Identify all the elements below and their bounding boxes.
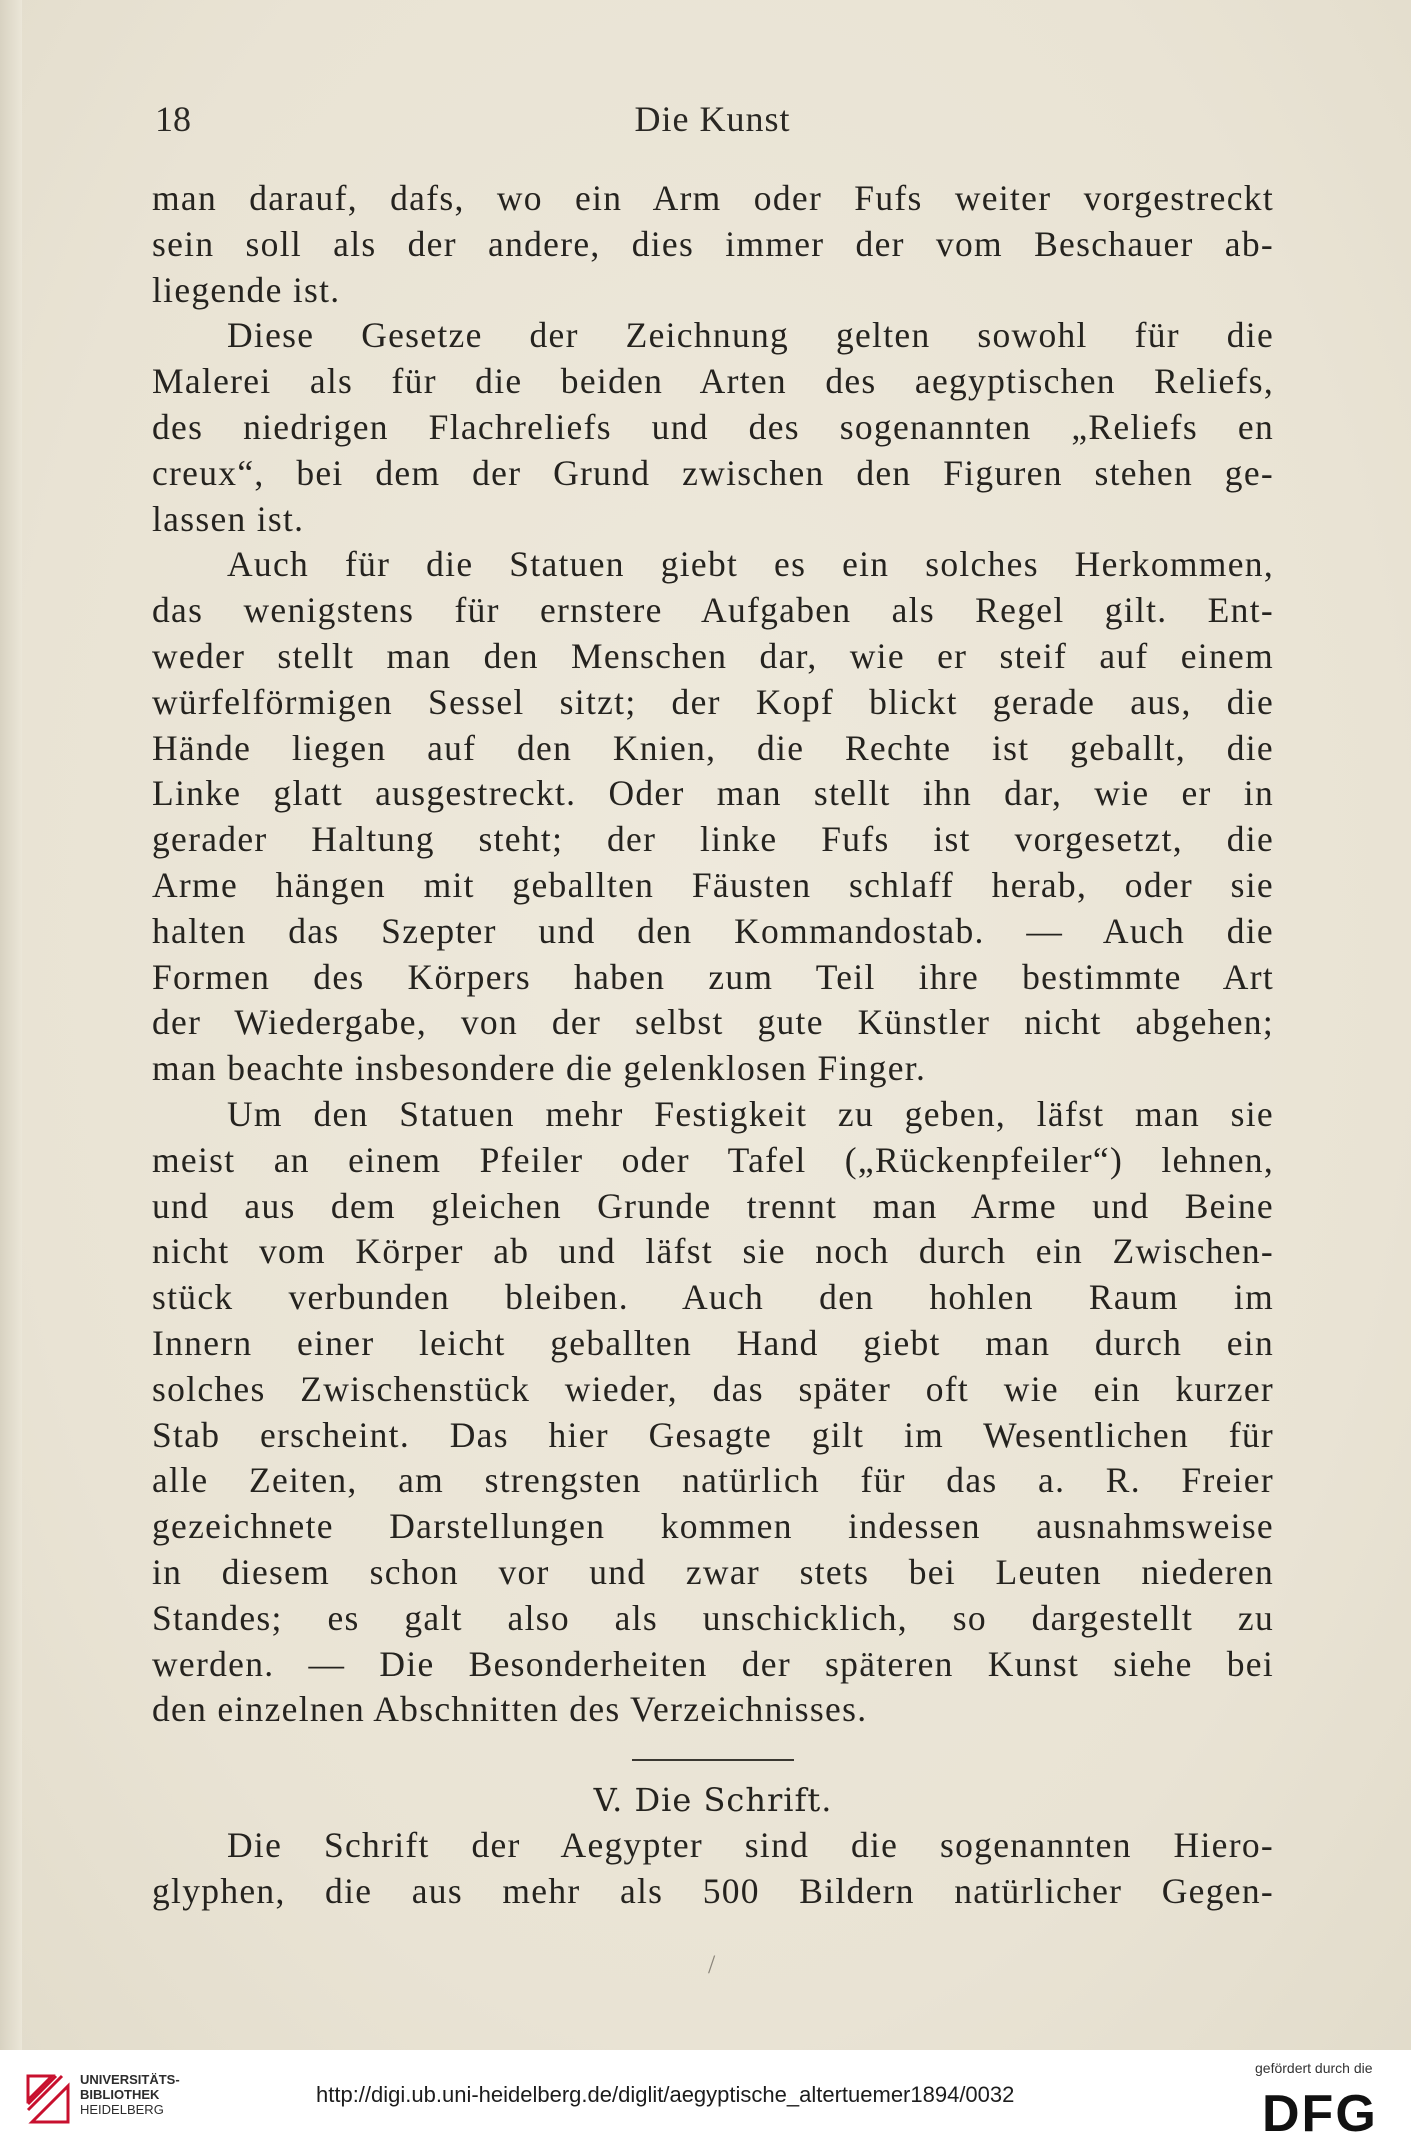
text-line: Arme hängen mit geballten Fäusten schlaff herab, oder sie xyxy=(152,864,1274,905)
text-line: würfelförmigen Sessel sitzt; der Kopf blickt gerade aus, die xyxy=(152,681,1274,722)
text-line: lassen ist. xyxy=(152,498,305,539)
text-line: halten das Szepter und den Kommandostab. — Auch die xyxy=(152,910,1274,951)
text-line: gerader Haltung steht; der linke Fufs ist vorgesetzt, die xyxy=(152,819,1274,860)
paragraph xyxy=(152,1092,1274,1733)
text-line: Auch für die Statuen giebt es ein solches Herkommen, xyxy=(227,544,1274,585)
paragraphs xyxy=(152,176,1274,1733)
running-head xyxy=(150,98,1275,158)
section-heading: V. Die Schrift. xyxy=(593,1781,833,1820)
text-line: Stab erscheint. Das hier Gesagte gilt im Wesentlichen für xyxy=(152,1414,1274,1455)
text-line: sein soll als der andere, dies immer der vom Beschauer ab- xyxy=(152,223,1274,264)
section-divider xyxy=(632,1759,794,1761)
text-line: meist an einem Pfeiler oder Tafel („Rückenpfeiler“) lehnen, xyxy=(152,1139,1274,1180)
text-line: Hände liegen auf den Knien, die Rechte ist geballt, die xyxy=(152,727,1274,768)
text-line: nicht vom Körper ab und läfst sie noch durch ein Zwischen- xyxy=(152,1231,1274,1272)
text-line: alle Zeiten, am strengsten natürlich für das a. R. Freier xyxy=(152,1460,1274,1501)
text-line: Standes; es galt also als unschicklich, so dargestellt zu xyxy=(152,1597,1274,1638)
library-logo[interactable] xyxy=(14,2062,194,2140)
text-line: Linke glatt ausgestreckt. Oder man stellt ihn dar, wie er in xyxy=(152,773,1274,814)
text-line: Malerei als für die beiden Arten des aegyptischen Reliefs, xyxy=(152,361,1274,402)
text-line: Die Schrift der Aegypter sind die sogenannten Hiero- xyxy=(227,1825,1274,1866)
body-text xyxy=(152,176,1274,1915)
text-line: werden. — Die Besonderheiten der späteren Kunst siehe bei xyxy=(152,1643,1274,1684)
page-number: 18 xyxy=(155,99,191,139)
text-line: creux“, bei dem der Grund zwischen den Figuren stehen ge- xyxy=(152,452,1274,493)
dfg-logo[interactable]: DFG xyxy=(1262,2085,1378,2143)
running-title: Die Kunst xyxy=(634,99,791,139)
text-line: in diesem schon vor und zwar stets bei Leuten niederen xyxy=(152,1551,1274,1592)
text-line: man beachte insbesondere die gelenklosen Finger. xyxy=(152,1048,927,1089)
paragraph xyxy=(152,542,1274,1092)
text-line: solches Zwischenstück wieder, das später oft wie ein kurzer xyxy=(152,1368,1274,1409)
text-line: glyphen, die aus mehr als 500 Bildern natürlicher Gegen- xyxy=(152,1870,1274,1911)
stray-mark: / xyxy=(708,1950,716,1979)
text-line: des niedrigen Flachreliefs und des sogenannten „Reliefs en xyxy=(152,406,1274,447)
paragraph xyxy=(152,176,1274,313)
library-emblem-icon xyxy=(22,2068,84,2130)
text-line: Um den Statuen mehr Festigkeit zu geben, läfst man sie xyxy=(227,1093,1274,1134)
section-text xyxy=(152,1823,1274,1915)
library-name-line1: UNIVERSITÄTS- xyxy=(80,2072,180,2087)
text-line: gezeichnete Darstellungen kommen indessen ausnahmsweise xyxy=(152,1506,1274,1547)
page-gutter-shadow xyxy=(0,0,22,2050)
text-line: das wenigstens für ernstere Aufgaben als Regel gilt. Ent- xyxy=(152,590,1274,631)
text-line: Diese Gesetze der Zeichnung gelten sowohl für die xyxy=(227,315,1274,356)
footer-bar xyxy=(0,2050,1411,2149)
text-line: und aus dem gleichen Grunde trennt man Arme und Beine xyxy=(152,1185,1274,1226)
text-line: Innern einer leicht geballten Hand giebt man durch ein xyxy=(152,1322,1274,1363)
text-line: weder stellt man den Menschen dar, wie er steif auf einem xyxy=(152,635,1274,676)
text-line: den einzelnen Abschnitten des Verzeichnisses. xyxy=(152,1689,868,1730)
library-name-line3: HEIDELBERG xyxy=(80,2102,164,2117)
paragraph xyxy=(152,313,1274,542)
text-line: liegende ist. xyxy=(152,269,341,310)
text-line: Formen des Körpers haben zum Teil ihre bestimmte Art xyxy=(152,956,1274,997)
permalink-url[interactable]: http://digi.ub.uni-heidelberg.de/diglit/aegyptische_altertuemer1894/0032 xyxy=(316,2082,1015,2107)
funded-by-label: gefördert durch die xyxy=(1255,2060,1373,2076)
library-name xyxy=(80,2072,180,2117)
text-line: man darauf, dafs, wo ein Arm oder Fufs weiter vorgestreckt xyxy=(152,178,1274,218)
text-line: stück verbunden bleiben. Auch den hohlen Raum im xyxy=(152,1277,1274,1318)
library-name-line2: BIBLIOTHEK xyxy=(80,2087,160,2102)
text-line: der Wiedergabe, von der selbst gute Künstler nicht abgehen; xyxy=(152,1002,1274,1043)
